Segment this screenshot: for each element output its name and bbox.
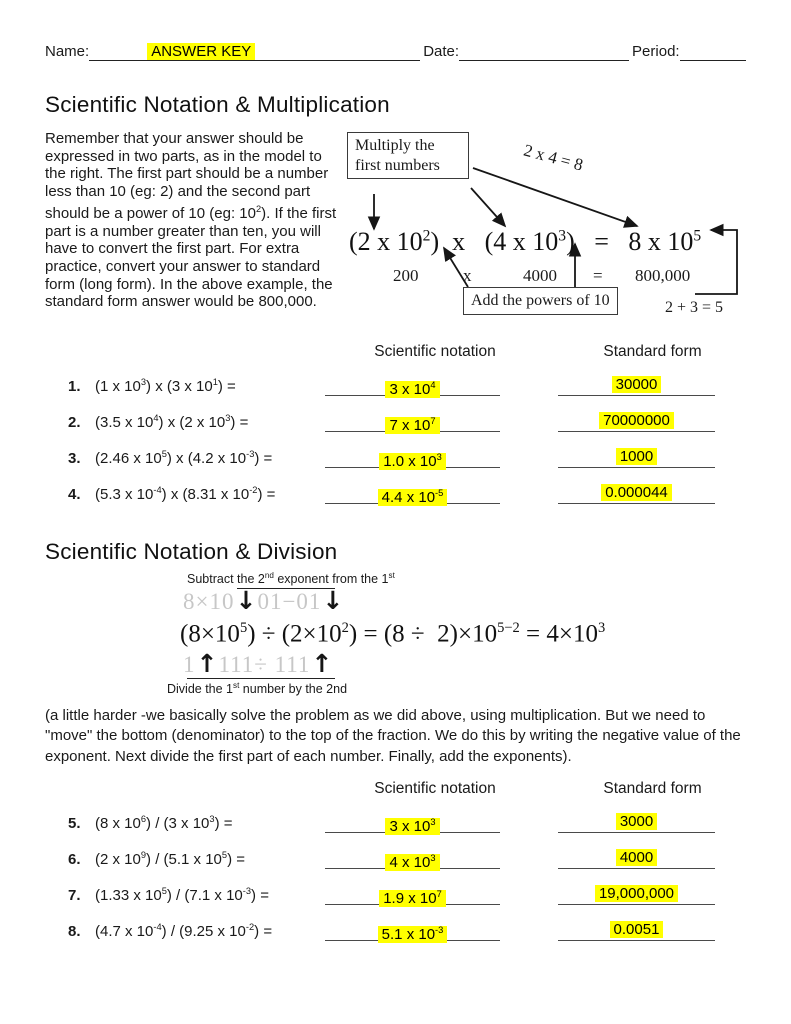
scientific-notation-header: Scientific notation [374,780,496,798]
answer-scientific: 3 x $10^4$ [385,381,439,398]
problem-number: 7. [68,887,81,905]
answer-standard: 4000 [616,849,657,866]
subtract-exponent-label: Subtract the 2nd exponent from the 1st [187,571,395,587]
arrow-to-second-term-icon [471,188,505,226]
problem-row-7 [45,871,746,907]
answer-scientific: 3 x $10^3$ [385,818,439,835]
answer-line-scientific [325,447,500,468]
division-note-paragraph: (a little harder -we basically solve the problem as we did above, using multiplication. But we need to "move" the bottom (denominator) to the top of the fraction. We do this by writing the negative value of the exponent. Next divide the first part of each number. Finally, add the exponents). [45,706,741,765]
multiplication-intro-paragraph: Remember that your answer should be expressed in two parts, as in the model to the right. The first part should be a number less than 10 (eg: 2) and the second part should be a power of 10 (eg: $10^2$). If the first part is a number greater than ten, you will have to convert the first part. For extra practice, convert your answer to standard form (long form). In the above example, the standard form answer would be 800,000. [45,130,337,311]
answer-standard: 3000 [616,813,657,830]
problem-row-4 [45,470,746,506]
answer-line-standard [558,375,715,396]
answer-standard: 1000 [616,448,657,465]
answer-standard: 30000 [612,376,662,393]
arrow-down-icon: ↓ [235,586,257,616]
scientific-notation-header: Scientific notation [374,343,496,360]
answer-line-scientific [325,411,500,432]
division-problems [45,799,746,943]
ghost-text: 111 [267,652,311,678]
ghost-text: 8×10 [183,589,235,615]
name-field-line [89,42,420,61]
answer-line-scientific [325,848,500,872]
answer-line-standard [558,884,715,905]
answer-standard: 70000000 [599,412,674,429]
name-label: Name: [45,43,90,60]
elbow-arrow-sum-to-result-icon [695,230,737,294]
value-times: x [463,266,472,285]
answer-standard: 19,000,000 [595,885,678,902]
answer-line-scientific [325,884,500,908]
answer-line-scientific [325,375,500,396]
multiplication-example-diagram [347,132,777,328]
problem-expression: (2 x $10^9) / (5.1$ x $10^5$) = [95,850,246,869]
value-equals: = [593,266,603,285]
bracket-line [237,588,335,589]
answer-scientific: 4.4 x $10^{-5}$ [378,489,448,506]
answer-line-standard [558,920,715,941]
answer-line-scientific [325,920,500,944]
answer-scientific: 7 x $10^7$ [385,417,439,434]
problem-number: 2. [68,414,81,431]
problem-expression: (5.3 x $10^{-4}$) x (8.31 x $10^{-2}$) = [95,485,276,503]
header-row [45,42,746,61]
ghost-text: 111÷ [218,652,268,678]
problem-number: 4. [68,486,81,503]
arrow-up-icon: ↑ [311,649,333,679]
ghost-text: 1 [183,652,196,678]
value-800000: 800,000 [635,266,691,285]
problem-expression: (1 x $10^3$) x (3 x $10^1$) = [95,377,236,395]
multiplication-intro [45,130,746,328]
arrow-down-icon: ↓ [322,586,344,616]
division-example-ghost-bottom [183,650,333,680]
answer-scientific: 1.9 x $10^7$ [379,890,446,907]
problem-row-1 [45,362,746,398]
problem-number: 1. [68,378,81,395]
problem-row-2 [45,398,746,434]
answer-standard: 0.0051 [610,921,664,938]
value-200: 200 [393,266,419,285]
divide-first-number-label: Divide the 1st number by the 2nd [167,681,348,697]
name-answer-key: ANSWER KEY [147,43,255,60]
multiply-arrow-label: 2 x 4 = 8 [521,140,586,175]
problem-expression: (3.5 x $10^4$) x (2 x $10^3$) = [95,413,249,431]
multiplication-problems [45,362,746,506]
division-example-ghost-top [183,587,344,617]
problem-number: 6. [68,851,81,869]
arrow-up-icon: ↑ [196,649,218,679]
division-example-diagram [165,571,746,697]
answer-line-scientific [325,483,500,504]
answer-scientific: 4 x $10^3$ [385,854,439,871]
problem-row-6 [45,835,746,871]
example-equation: (2 x $10^2$) x (4 x $10^3) = 8$ x $10^5$ [349,227,702,256]
problem-expression: (1.33 x $10^5) / (7.1$ x $10^{-3}$) = [95,886,269,905]
problem-number: 5. [68,815,81,833]
division-example-formula: $(8\times 10^5) \div (2\times 10^2) = (8 \div 2)\times 10^{5-2} = 4\times 10^3$ [180,620,606,648]
problem-expression: (8 x $10^6) / (3$ x $10^3$) = [95,814,233,833]
period-field-line [680,42,746,61]
problem-row-5 [45,799,746,835]
problem-expression: (4.7 x $10^{-4}) / (9.25$ x $10^{-2}$) = [95,922,273,941]
answer-line-standard [558,848,715,869]
answer-standard: 0.000044 [601,484,672,501]
date-label: Date: [423,43,460,60]
multiplication-title: Scientific Notation & Multiplication [45,92,390,117]
problem-row-3 [45,434,746,470]
problem-row-8 [45,907,746,943]
answer-line-standard [558,812,715,833]
answer-scientific: 5.1 x $10^{-3}$ [378,926,448,943]
problem-number: 3. [68,450,81,467]
bracket-line [187,678,335,679]
answer-line-standard [558,483,715,504]
division-title: Scientific Notation & Division [45,539,338,564]
period-label: Period: [632,43,680,60]
add-powers-box: Add the powers of 10 [463,287,618,315]
problem-number: 8. [68,923,81,941]
exponent-sum-label: 2 + 3 = 5 [665,299,724,316]
answer-scientific: 1.0 x $10^3$ [379,453,446,470]
date-field-line [459,42,629,61]
standard-form-header: Standard form [603,780,702,798]
value-4000: 4000 [523,266,557,285]
multiplication-table-header [45,343,746,361]
problem-expression: (2.46 x $10^5$) x (4.2 x $10^{-3}$) = [95,449,273,467]
multiply-first-numbers-box: Multiply the first numbers [347,132,469,179]
answer-line-scientific [325,812,500,836]
standard-form-header: Standard form [603,343,702,360]
answer-line-standard [558,447,715,468]
ghost-text: 01−01 [257,589,322,615]
division-table-header [45,780,746,798]
answer-line-standard [558,411,715,432]
